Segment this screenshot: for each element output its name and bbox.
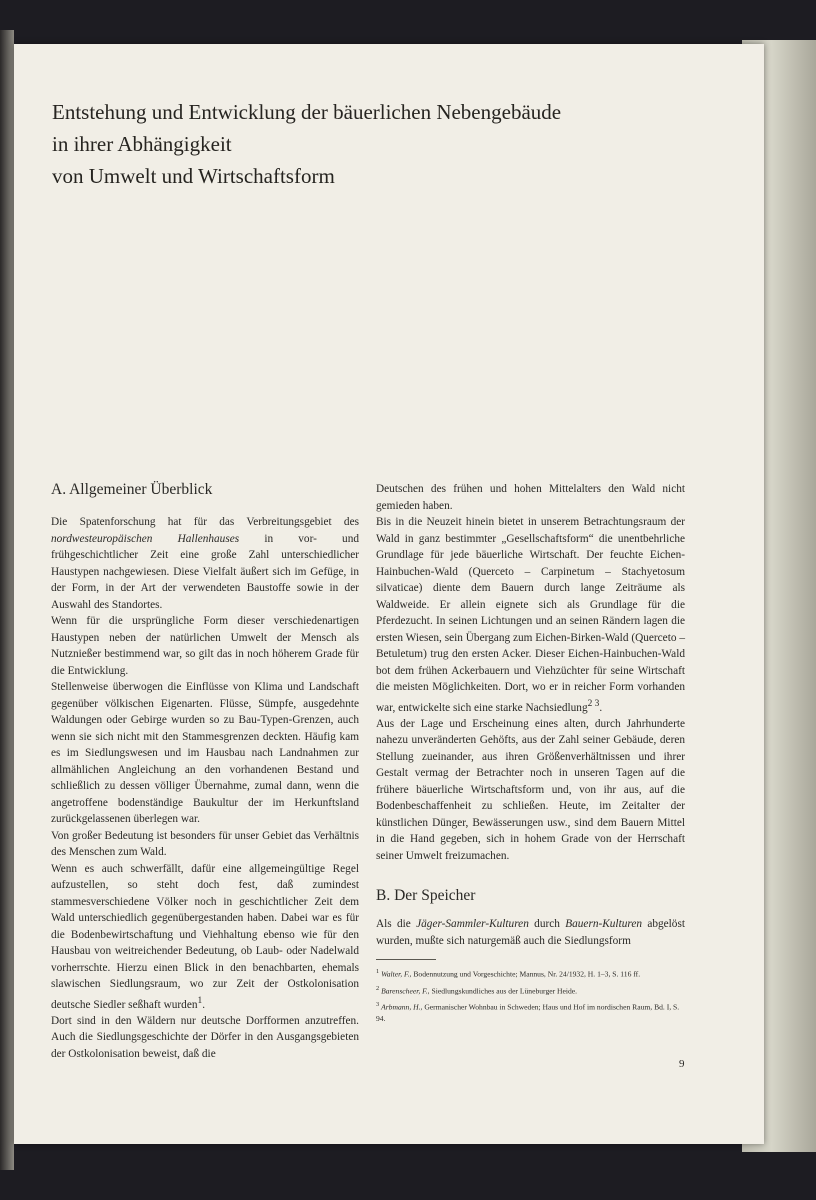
- paragraph: [51, 514, 359, 613]
- chapter-title: [52, 96, 692, 192]
- chapter-title-line-3: von Umwelt und Wirtschaftsform: [52, 164, 335, 188]
- book-page: [14, 44, 764, 1144]
- paragraph-text: Bis in die Neuzeit hinein bietet in unserem Betrachtungsraum der Wald in ganz bestimmter „Gesellschaftsform“ die unentbehrliche Grundlage für jede bäuerliche Wirtschaft. Der feuchte Eichen-Hainbuchen-Wald (Querceto – Carpinetum – Stachyetosum silvaticae) diente dem Bauern durch lange Zeiträume als Waldweide. Er allein eignete sich als Grundlage für die Pferdezucht. In seinen Lichtungen und an seinen Rändern lagen die ersten Wiesen, sein Übergang zum Eichen-Birken-Wald (Querceto – Betuletum) trug den ersten Acker. Dieser Eichen-Hainbuchen-Wald bot dem frühen Ackerbauern und Viehzüchter für seine Wirtschaft die meisten Möglichkeiten. Dort, wo er in reicher Form vorhanden war, entwickelte sich eine starke Nachsiedlung: [376, 516, 685, 714]
- paragraph-text: abgelöst wurden, mußte sich naturgemäß auch die Siedlungsform: [376, 918, 685, 947]
- chapter-title-line-2: in ihrer Abhängigkeit: [52, 132, 232, 156]
- footnote: [376, 983, 685, 997]
- paragraph: [51, 861, 359, 1013]
- paragraph: [376, 916, 685, 949]
- paragraph: Von großer Bedeutung ist besonders für unser Gebiet das Verhältnis des Menschen zum Wald.: [51, 829, 359, 858]
- footnote-text: Germanischer Wohnbau in Schweden; Haus und Hof im nordischen Raum, Bd. I, S. 94.: [376, 1002, 680, 1023]
- emphasis-text: Bauern-Kulturen: [565, 918, 643, 931]
- emphasis-text: nordwesteuropäischen Hallenhauses: [51, 532, 240, 545]
- footnote-number: 3: [376, 1001, 380, 1009]
- paragraph-text: Als die: [376, 918, 417, 931]
- paragraph-text: in vor- und frühgeschichtlicher Zeit eine große Zahl unterschiedlicher Haustypen nachgewiesen. Diese Vielfalt äußert sich im Gefüge, in der Form, in der Art der verwendeten Baustoffe sowie in der Auswahl des Standortes.: [51, 532, 359, 611]
- left-column: [51, 480, 359, 1062]
- paragraph-text: durch: [528, 918, 566, 931]
- paragraph: Stellenweise überwogen die Einflüsse von Klima und Landschaft gegenüber völkischen Eigenarten. Flüsse, Sümpfe, ausgedehnte Waldungen oder Gebirge wurden so zu Bau-Typen-Grenzen, auch wenn sie sich nicht mit den Stammesgrenzen deckten. Häufig kam es im Siedlungswesen und im Hausbau nach Landnahmen zur allmählichen Angleichung an den vorhandenen Bestand und schließlich zu dessen völliger Übernahme, zumal dann, wenn die angetroffene bodenständige Baukultur der im Herkunftsland zurückgelassenen überlegen war.: [51, 681, 359, 825]
- footnote-number: 1: [376, 968, 380, 976]
- paragraph: Aus der Lage und Erscheinung eines alten, durch Jahrhunderte nahezu unveränderten Gehöfts, aus der Zahl seiner Gebäude, deren Stellung zueinander, aus ihren Größenverhältnissen und ihrer Gestalt vermag der Betrachter noch in unseren Tagen auf die frühere bäuerliche Wirtschaftsform und, von ihr aus, auf die Bodenbeschaffenheit zu schließen. Heute, im Zeitalter der künstlichen Dünger, Bewässerungen usw., sind dem Bauern Mittel in die Hand gegeben, sich in hohem Grade von der Herrschaft seiner Umwelt freizumachen.: [376, 717, 685, 862]
- chapter-title-line-1: Entstehung und Entwicklung der bäuerlichen Nebengebäude: [52, 100, 562, 124]
- footnote: [376, 999, 685, 1024]
- paragraph-text: .: [202, 998, 206, 1011]
- emphasis-text: Jäger-Sammler-Kulturen: [416, 918, 529, 931]
- footnote-ref: 1: [197, 995, 203, 1006]
- footnote-author: Barenscheer, F.,: [381, 986, 430, 996]
- paragraph-text: .: [599, 701, 603, 714]
- footnotes: [376, 966, 685, 1024]
- footnote-ref: 2 3: [587, 698, 600, 709]
- paragraph: Deutschen des frühen und hohen Mittelalters den Wald nicht gemieden haben.: [376, 483, 685, 512]
- section-a-heading: A. Allgemeiner Überblick: [51, 481, 213, 498]
- footnote-author: Arbmann, H.,: [381, 1002, 423, 1012]
- section-b-heading: B. Der Speicher: [376, 887, 476, 905]
- paragraph-text: Die Spatenforschung hat für das Verbreitungsgebiet des: [51, 516, 359, 528]
- footnote-author: Walter, F.,: [381, 969, 412, 979]
- paragraph-text: Wenn es auch schwerfällt, dafür eine allgemeingültige Regel aufzustellen, so steht doch fest, daß zumindest stammesverschiedene Völker noch in geschichtlicher Zeit dem Wald unterschiedlich gegenübergestanden haben. Dabei war es für die Bodenbewirtschaftung und Viehhaltung ebenso wie für den Hausbau von weitreichender Bedeutung, ob Laub- oder Nadelwald vorherrschte. Hierzu einen Blick in den benachbarten, ehemals slawischen Siedlungsraum, wo zur Zeit der Ostkolonisation deutsche Siedler seßhaft wurden: [51, 862, 359, 1011]
- right-column: [376, 481, 685, 1027]
- paragraph: Dort sind in den Wäldern nur deutsche Dorfformen anzutreffen. Auch die Siedlungsgeschichte der Dörfer in den Ausgangsgebieten der Ostkolonisation beweist, daß die: [51, 1014, 359, 1060]
- footnote-divider: [376, 959, 436, 960]
- paragraph: [376, 514, 685, 716]
- page-number: 9: [679, 1058, 685, 1070]
- footnote-text: Bodennutzung und Vorgeschichte; Mannus, Nr. 24/1932, H. 1–3, S. 116 ff.: [411, 969, 641, 979]
- book-left-edge: [0, 30, 14, 1170]
- footnote: [376, 966, 685, 980]
- footnote-text: Siedlungskundliches aus der Lüneburger Heide.: [429, 986, 578, 996]
- footnote-number: 2: [376, 984, 380, 992]
- paragraph: Wenn für die ursprüngliche Form dieser verschiedenartigen Haustypen neben der natürlichen Umwelt der Mensch als Nutznießer bestimmend war, so gilt das in noch höherem Grade für die Entwicklung.: [51, 615, 359, 677]
